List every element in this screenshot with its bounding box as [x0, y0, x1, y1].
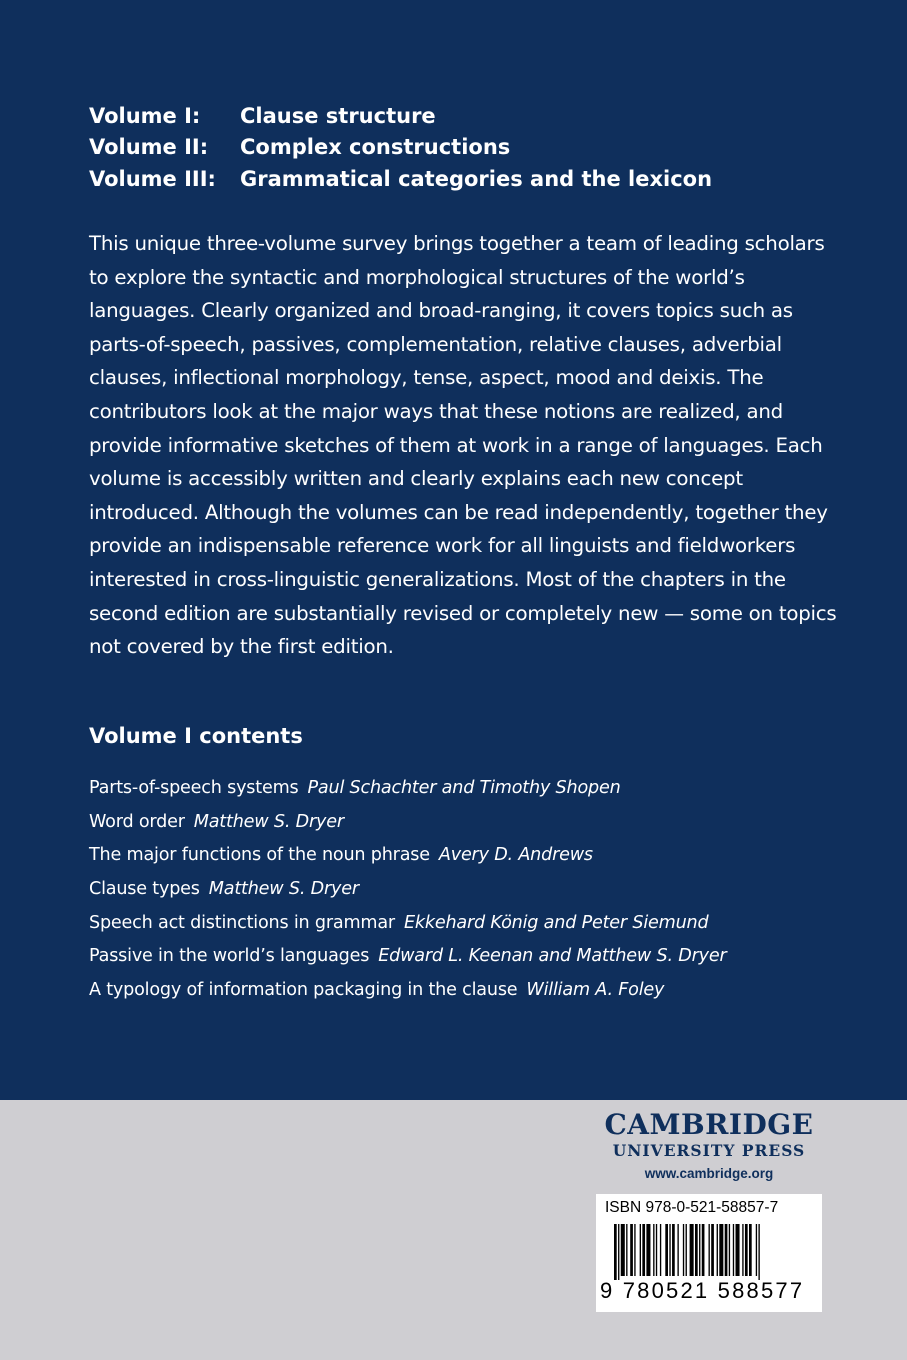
contents-entry [89, 973, 727, 1007]
barcode-bar [702, 1224, 705, 1276]
barcode-bar [618, 1224, 619, 1280]
publisher-name: CAMBRIDGE [604, 1108, 814, 1141]
barcode-bar [626, 1224, 627, 1276]
chapter-title: Passive in the world’s languages [89, 946, 370, 967]
barcode-bar [717, 1224, 718, 1276]
barcode-bar [749, 1224, 752, 1276]
publisher-subtitle: UNIVERSITY PRESS [612, 1141, 806, 1160]
barcode-bar [669, 1224, 670, 1276]
chapter-authors: Edward L. Keenan and Matthew S. Dryer [378, 946, 727, 967]
barcode-bar [699, 1224, 700, 1276]
volume-row [89, 100, 712, 132]
barcode-bar [733, 1224, 734, 1276]
chapter-title: A typology of information packaging in the clause [89, 979, 518, 1000]
barcode-bar [725, 1224, 728, 1276]
chapter-authors: Matthew S. Dryer [208, 878, 359, 899]
contents-heading: Volume I contents [89, 724, 303, 748]
volume-title: Complex constructions [240, 135, 511, 160]
contents-entry [89, 771, 727, 805]
barcode-bar [614, 1224, 617, 1280]
contents-entry [89, 939, 727, 973]
publisher-logo [596, 1108, 822, 1160]
barcode-bar [660, 1224, 661, 1276]
barcode-bar [758, 1224, 759, 1280]
barcode-bar [695, 1224, 698, 1276]
chapter-authors: Avery D. Andrews [438, 845, 593, 866]
volume-title: Clause structure [240, 103, 436, 128]
barcode-digits: 9 780521 588577 [600, 1278, 805, 1303]
barcode-bar [640, 1224, 641, 1276]
barcode-bar [729, 1224, 730, 1276]
barcode-bar [686, 1224, 687, 1276]
barcode-bars [614, 1224, 806, 1280]
barcode-bar [677, 1224, 678, 1276]
chapter-title: Word order [89, 811, 185, 832]
barcode-bar [711, 1224, 714, 1276]
barcode-bar [656, 1224, 657, 1276]
barcode-bar [621, 1224, 625, 1276]
volume-number: Volume I: [89, 103, 201, 128]
chapter-authors: William A. Foley [526, 979, 665, 1000]
barcode-bar [634, 1224, 635, 1276]
contents-entry [89, 906, 727, 940]
volume-title: Grammatical categories and the lexicon [240, 166, 713, 191]
barcode-bar [742, 1224, 743, 1276]
chapter-authors: Paul Schachter and Timothy Shopen [307, 777, 621, 798]
barcode-bar [653, 1224, 654, 1276]
volume-list [89, 100, 712, 195]
contents-entry [89, 872, 727, 906]
publisher-url: www.cambridge.org [644, 1166, 774, 1181]
barcode-bar [745, 1224, 748, 1276]
isbn-label: ISBN 978-0-521-58857-7 [605, 1199, 779, 1216]
chapter-title: Clause types [89, 878, 200, 899]
volume-row [89, 132, 712, 164]
volume-row [89, 163, 712, 195]
chapter-title: The major functions of the noun phrase [89, 845, 430, 866]
contents-list [89, 771, 727, 1007]
isbn-barcode [596, 1194, 822, 1312]
chapter-title: Parts-of-speech systems [89, 777, 299, 798]
chapter-authors: Matthew S. Dryer [193, 811, 344, 832]
barcode-bar [642, 1224, 645, 1276]
chapter-title: Speech act distinctions in grammar [89, 912, 395, 933]
blurb-paragraph: This unique three-volume survey brings together a team of leading scholars to explore the syntactic and morphological structures of the world’s languages. Clearly organized and broad-ranging, it covers topics such as parts-of-speech, passives, complementation, relative clauses, adverbial clauses, inflectional morphology, tense, aspect, mood and deixis. The contributors look at the major ways that these notions are realized, and provide informative sketches of them at work in a range of languages. Each volume is accessibly written and clearly explains each new concept introduced. Although the volumes can be read independently, together they provide an indispensable reference work for all linguists and fieldworkers interested in cross-linguistic generalizations. Most of the chapters in the second edition are substantially revised or completely new — some on topics not covered by the first edition. [89, 232, 837, 659]
barcode-bar [665, 1224, 668, 1276]
barcode-bar [719, 1224, 723, 1276]
chapter-authors: Ekkehard König and Peter Siemund [403, 912, 709, 933]
barcode-bar [690, 1224, 694, 1276]
barcode-bar [736, 1224, 740, 1276]
barcode-bar [756, 1224, 757, 1276]
barcode-bar [709, 1224, 710, 1276]
barcode-bar [683, 1224, 684, 1276]
barcode-bar [646, 1224, 650, 1276]
contents-entry [89, 805, 727, 839]
contents-entry [89, 838, 727, 872]
barcode-bar [630, 1224, 633, 1276]
barcode-bar [672, 1224, 675, 1276]
volume-number: Volume II: [89, 135, 209, 160]
volume-number: Volume III: [89, 166, 216, 191]
